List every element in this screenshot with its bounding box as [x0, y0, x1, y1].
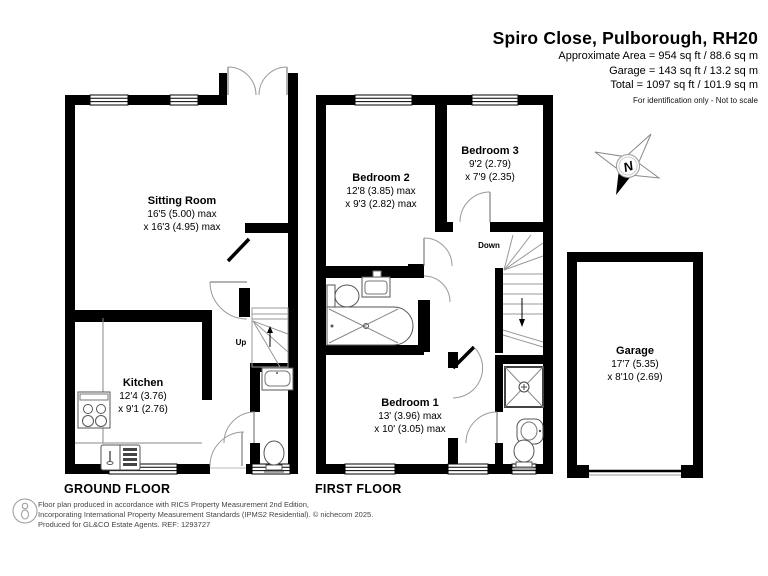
- ensuite-toilet-icon: [513, 440, 535, 469]
- ground-floor-doors: [210, 239, 255, 468]
- sitting-room-label: Sitting Room 16'5 (5.00) max x 16'3 (4.95) max: [143, 195, 221, 233]
- bedroom3-label: Bedroom 3 9'2 (2.79) x 7'9 (2.35): [461, 145, 519, 183]
- stairs-up-label: Up: [235, 338, 247, 347]
- stairs-down-label: Down: [478, 241, 500, 250]
- footer-line-3: Produced for GL&CO Estate Agents. REF: 1293727: [38, 520, 211, 529]
- header: [493, 28, 758, 105]
- staircase-up: [252, 308, 288, 367]
- kitchen-label: Kitchen 12'4 (3.76) x 9'1 (2.76): [118, 377, 168, 415]
- bedroom1-label: Bedroom 1 13' (3.96) max x 10' (3.05) max: [374, 397, 446, 435]
- garage-area-line: Garage = 143 sq ft / 13.2 sq m: [609, 64, 758, 77]
- compass-north-icon: [595, 134, 659, 195]
- shower-icon: [505, 367, 543, 407]
- wc-toilet-icon: [264, 441, 284, 472]
- bathroom-toilet-icon: [327, 285, 359, 307]
- staircase-down: [503, 235, 543, 347]
- approximate-area-line: Approximate Area = 954 sq ft / 88.6 sq m: [558, 50, 758, 62]
- garage-door: [589, 471, 681, 475]
- garage-label: Garage 17'7 (5.35) x 8'10 (2.69): [607, 345, 663, 383]
- french-doors: [228, 67, 287, 95]
- ground-floor-windows: [90, 95, 290, 474]
- ground-floor-label: GROUND FLOOR: [64, 482, 171, 496]
- total-area-line: Total = 1097 sq ft / 101.9 sq m: [610, 79, 758, 91]
- wc-basin-icon: [262, 368, 293, 390]
- compass-n-label: N: [621, 157, 635, 176]
- bedroom2-label: Bedroom 2 12'8 (3.85) max x 9'3 (2.82) max: [345, 172, 417, 210]
- footer-disclaimer: [38, 500, 373, 530]
- kitchen-sink-icon: [101, 445, 140, 470]
- first-floor-label: FIRST FLOOR: [315, 482, 402, 496]
- footer-line-2: Incorporating International Property Measurement Standards (IPMS2 Residential). © nichecom 2025.: [38, 510, 374, 519]
- nichecom-logo-icon: [13, 499, 37, 523]
- disclaimer-note: For identification only - Not to scale: [633, 95, 758, 105]
- page-title: Spiro Close, Pulborough, RH20: [492, 28, 758, 48]
- footer-line-1: Floor plan produced in accordance with RICS Property Measurement 2nd Edition,: [38, 500, 309, 509]
- bath-icon: [327, 307, 413, 345]
